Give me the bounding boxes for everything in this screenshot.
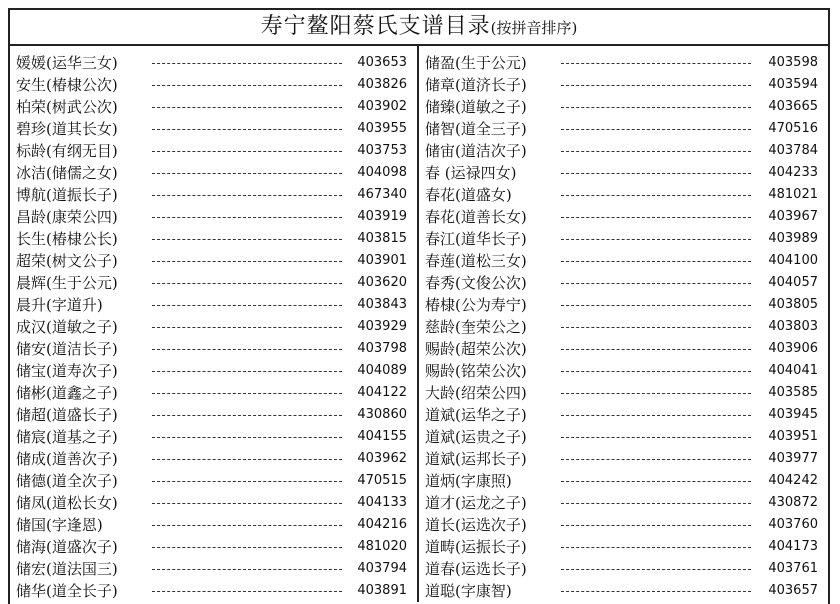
entry-number: 404133 [357, 495, 407, 510]
entry-name: 春花(道善长女) [425, 208, 527, 226]
leader-line [561, 349, 751, 350]
directory-entry [10, 338, 417, 360]
leader-line [561, 107, 751, 108]
leader-line [152, 305, 342, 306]
leader-line [152, 129, 342, 130]
entry-number: 403826 [357, 77, 407, 92]
leader-line [152, 591, 342, 592]
leader-line [152, 415, 342, 416]
leader-line [561, 547, 751, 548]
entry-name: 储宏(道法国三) [16, 560, 118, 578]
directory-entry [10, 294, 417, 316]
entry-name: 安生(椿棣公次) [16, 76, 118, 94]
entry-name: 冰洁(储儒之女) [16, 164, 118, 182]
entry-number: 481021 [768, 187, 818, 202]
leader-line [561, 305, 751, 306]
entry-name: 储宝(道寿次子) [16, 362, 118, 380]
leader-line [561, 85, 751, 86]
entry-number: 403962 [357, 451, 407, 466]
entry-name: 储宸(道基之子) [16, 428, 118, 446]
entry-number: 403967 [768, 209, 818, 224]
leader-line [561, 63, 751, 64]
directory-entry [10, 448, 417, 470]
directory-entry [419, 162, 828, 184]
leader-line [152, 173, 342, 174]
leader-line [561, 415, 751, 416]
directory-entry [419, 426, 828, 448]
directory-entry [419, 294, 828, 316]
leader-line [152, 569, 342, 570]
entry-number: 404089 [357, 363, 407, 378]
directory-entry [10, 118, 417, 140]
directory-entry [419, 536, 828, 558]
entry-number: 430872 [768, 495, 818, 510]
entry-number: 404242 [768, 473, 818, 488]
entry-name: 晨升(字道升) [16, 296, 103, 314]
directory-entry [419, 360, 828, 382]
entry-number: 404173 [768, 539, 818, 554]
entry-name: 储章(道济长子) [425, 76, 527, 94]
directory-entry [419, 74, 828, 96]
leader-line [152, 327, 342, 328]
entry-number: 403665 [768, 99, 818, 114]
entry-name: 春江(道华长子) [425, 230, 527, 248]
leader-line [561, 459, 751, 460]
directory-entry [419, 404, 828, 426]
entry-number: 403585 [768, 385, 818, 400]
entry-number: 404216 [357, 517, 407, 532]
entry-number: 403901 [357, 253, 407, 268]
directory-entry [10, 404, 417, 426]
entry-name: 道炳(字康照) [425, 472, 512, 490]
leader-line [561, 525, 751, 526]
directory-entry [10, 426, 417, 448]
directory-entry [10, 382, 417, 404]
entry-name: 长生(椿棣公长) [16, 230, 118, 248]
directory-entry [10, 360, 417, 382]
leader-line [152, 481, 342, 482]
entry-number: 404155 [357, 429, 407, 444]
entry-number: 403805 [768, 297, 818, 312]
entry-number: 403919 [357, 209, 407, 224]
leader-line [561, 437, 751, 438]
directory-entry [419, 316, 828, 338]
entry-name: 储超(道盛长子) [16, 406, 118, 424]
directory-entry [419, 492, 828, 514]
directory-entry [419, 228, 828, 250]
left-column [10, 46, 419, 602]
directory-entry [419, 382, 828, 404]
directory-entry [419, 470, 828, 492]
leader-line [152, 107, 342, 108]
leader-line [152, 283, 342, 284]
entry-name: 赐龄(超荣公次) [425, 340, 527, 358]
entry-number: 403945 [768, 407, 818, 422]
leader-line [152, 63, 342, 64]
leader-line [561, 173, 751, 174]
leader-line [561, 151, 751, 152]
entry-number: 403803 [768, 319, 818, 334]
directory-entry [10, 52, 417, 74]
directory-entry [10, 558, 417, 580]
leader-line [152, 261, 342, 262]
directory-entry [419, 184, 828, 206]
entry-number: 470515 [357, 473, 407, 488]
leader-line [561, 195, 751, 196]
entry-name: 储臻(道敏之子) [425, 98, 527, 116]
leader-line [561, 217, 751, 218]
directory-entry [10, 228, 417, 250]
entry-name: 储华(道全长子) [16, 582, 118, 600]
leader-line [561, 283, 751, 284]
entry-name: 赐龄(铭荣公次) [425, 362, 527, 380]
entry-name: 春花(道盛女) [425, 186, 512, 204]
leader-line [561, 503, 751, 504]
directory-entry [10, 514, 417, 536]
entry-name: 道聪(字康智) [425, 582, 512, 600]
entry-number: 404041 [768, 363, 818, 378]
entry-number: 403598 [768, 55, 818, 70]
leader-line [561, 481, 751, 482]
leader-line [152, 437, 342, 438]
directory-entry [10, 272, 417, 294]
entry-number: 430860 [357, 407, 407, 422]
directory-entry [10, 580, 417, 602]
directory-entry [10, 74, 417, 96]
directory-columns [10, 46, 828, 602]
directory-entry [10, 96, 417, 118]
entry-number: 403798 [357, 341, 407, 356]
entry-number: 403753 [357, 143, 407, 158]
entry-number: 403760 [768, 517, 818, 532]
entry-number: 404233 [768, 165, 818, 180]
entry-name: 春 (运禄四女) [425, 164, 517, 182]
entry-number: 403929 [357, 319, 407, 334]
entry-name: 道长(运选次子) [425, 516, 527, 534]
entry-number: 403906 [768, 341, 818, 356]
leader-line [561, 371, 751, 372]
directory-sheet [8, 8, 830, 604]
directory-entry [10, 470, 417, 492]
directory-entry [419, 140, 828, 162]
entry-number: 403815 [357, 231, 407, 246]
leader-line [152, 547, 342, 548]
entry-name: 春秀(文俊公次) [425, 274, 527, 292]
entry-name: 储智(道全三子) [425, 120, 527, 138]
leader-line [152, 371, 342, 372]
entry-name: 博航(道振长子) [16, 186, 118, 204]
entry-number: 403843 [357, 297, 407, 312]
entry-name: 标龄(有纲无目) [16, 142, 118, 160]
entry-name: 大龄(绍荣公四) [425, 384, 527, 402]
entry-name: 柏荣(树武公次) [16, 98, 118, 116]
entry-name: 道春(运选长子) [425, 560, 527, 578]
directory-entry [10, 250, 417, 272]
title-subtitle: (按拼音排序) [490, 19, 578, 37]
leader-line [561, 327, 751, 328]
entry-name: 储国(字逢恩) [16, 516, 103, 534]
entry-number: 403620 [357, 275, 407, 290]
entry-name: 媛媛(运华三女) [16, 54, 118, 72]
entry-number: 403784 [768, 143, 818, 158]
leader-line [561, 591, 751, 592]
entry-number: 403891 [357, 583, 407, 598]
entry-name: 储成(道善次子) [16, 450, 118, 468]
directory-entry [419, 118, 828, 140]
leader-line [152, 503, 342, 504]
entry-number: 403951 [768, 429, 818, 444]
entry-name: 慈龄(奎荣公之) [425, 318, 527, 336]
directory-entry [419, 206, 828, 228]
leader-line [561, 569, 751, 570]
entry-name: 道斌(运华之子) [425, 406, 527, 424]
directory-entry [419, 272, 828, 294]
entry-number: 470516 [768, 121, 818, 136]
directory-entry [419, 52, 828, 74]
entry-number: 481020 [357, 539, 407, 554]
entry-name: 椿棣(公为寿宁) [425, 296, 527, 314]
leader-line [152, 239, 342, 240]
directory-entry [10, 316, 417, 338]
entry-number: 404057 [768, 275, 818, 290]
directory-entry [419, 558, 828, 580]
entry-number: 403977 [768, 451, 818, 466]
entry-number: 467340 [357, 187, 407, 202]
directory-entry [10, 140, 417, 162]
entry-name: 成汉(道敏之子) [16, 318, 118, 336]
directory-entry [10, 536, 417, 558]
entry-name: 晨辉(生于公元) [16, 274, 118, 292]
entry-name: 道斌(运贵之子) [425, 428, 527, 446]
entry-number: 403794 [357, 561, 407, 576]
leader-line [152, 217, 342, 218]
directory-entry [419, 448, 828, 470]
leader-line [561, 239, 751, 240]
entry-number: 404100 [768, 253, 818, 268]
directory-entry [10, 492, 417, 514]
directory-entry [10, 184, 417, 206]
leader-line [152, 85, 342, 86]
entry-name: 道斌(运邦长子) [425, 450, 527, 468]
entry-number: 403657 [768, 583, 818, 598]
directory-entry [419, 338, 828, 360]
directory-entry [10, 206, 417, 228]
leader-line [152, 459, 342, 460]
right-column [419, 46, 828, 602]
entry-number: 404122 [357, 385, 407, 400]
entry-number: 403653 [357, 55, 407, 70]
leader-line [561, 393, 751, 394]
entry-name: 道才(运龙之子) [425, 494, 527, 512]
directory-entry [419, 96, 828, 118]
page-title [10, 10, 828, 46]
entry-name: 昌龄(康荣公四) [16, 208, 118, 226]
entry-number: 403989 [768, 231, 818, 246]
directory-entry [419, 514, 828, 536]
entry-name: 储安(道洁长子) [16, 340, 118, 358]
entry-number: 403761 [768, 561, 818, 576]
leader-line [561, 129, 751, 130]
entry-name: 春莲(道松三女) [425, 252, 527, 270]
leader-line [152, 393, 342, 394]
entry-name: 超荣(树文公子) [16, 252, 118, 270]
entry-name: 储宙(道洁次子) [425, 142, 527, 160]
entry-name: 碧珍(道其长女) [16, 120, 118, 138]
entry-name: 储海(道盛次子) [16, 538, 118, 556]
entry-name: 道畴(运振长子) [425, 538, 527, 556]
entry-name: 储凤(道松长女) [16, 494, 118, 512]
entry-number: 404098 [357, 165, 407, 180]
entry-name: 储盈(生于公元) [425, 54, 527, 72]
leader-line [152, 151, 342, 152]
leader-line [561, 261, 751, 262]
entry-name: 储彬(道鑫之子) [16, 384, 118, 402]
directory-entry [419, 580, 828, 602]
leader-line [152, 195, 342, 196]
entry-number: 403594 [768, 77, 818, 92]
entry-number: 403902 [357, 99, 407, 114]
directory-entry [10, 162, 417, 184]
leader-line [152, 525, 342, 526]
entry-number: 403955 [357, 121, 407, 136]
title-main: 寿宁鳌阳蔡氏支谱目录 [260, 14, 491, 39]
leader-line [152, 349, 342, 350]
directory-entry [419, 250, 828, 272]
entry-name: 储德(道全次子) [16, 472, 118, 490]
